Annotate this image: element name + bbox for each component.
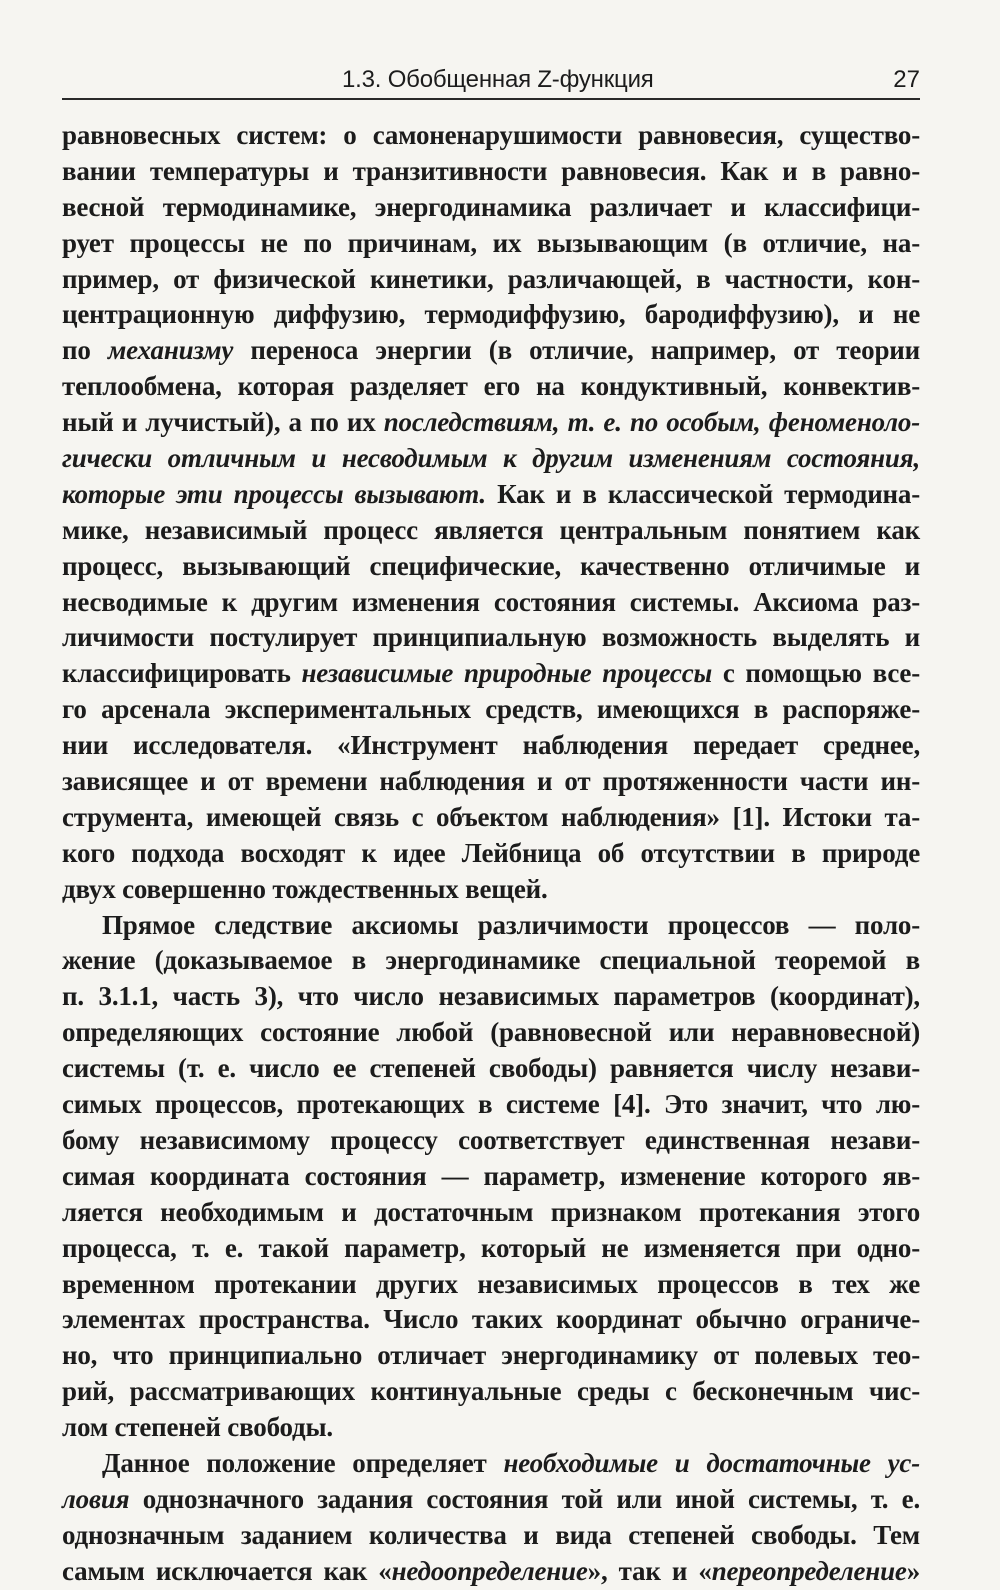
text-line xyxy=(62,1087,920,1123)
text-line xyxy=(62,477,920,513)
text-span: симых процессов, протекающих в системе [4]. Это значит, что лю- xyxy=(62,1089,920,1120)
italic-text: переопределение xyxy=(711,1555,907,1586)
text-line xyxy=(62,405,920,441)
section-title: 1.3. Обобщенная Z-функция xyxy=(342,66,654,93)
text-span: однозначным заданием количества и вида степеней свободы. Тем xyxy=(62,1519,920,1550)
italic-text: механизму xyxy=(107,335,234,366)
text-span: равновесных систем: о самоненарушимости равновесия, существо- xyxy=(62,120,920,150)
text-span: Как и в классической термодина- xyxy=(485,478,921,509)
text-line xyxy=(62,262,920,298)
text-span: рий, рассматривающих континуальные среды с бесконечным чис- xyxy=(62,1376,920,1407)
text-line xyxy=(62,549,920,585)
text-line xyxy=(62,1482,920,1518)
text-span: Данное положение определяет xyxy=(102,1447,504,1478)
text-line xyxy=(62,297,920,333)
text-line xyxy=(62,369,920,405)
text-span: весной термодинамике, энергодинамика различает и классифици- xyxy=(62,191,920,222)
text-line xyxy=(62,1267,920,1303)
italic-text: необходимые и достаточные ус- xyxy=(503,1447,920,1478)
text-line xyxy=(62,1195,920,1231)
italic-text: недоопределение xyxy=(391,1555,588,1586)
text-span: двух совершенно тождественных вещей. xyxy=(62,873,548,904)
text-span: бому независимому процессу соответствует единственная незави- xyxy=(62,1124,920,1155)
text-span: пример, от физической кинетики, различающей, в частности, кон- xyxy=(62,263,920,294)
text-span: определяющих состояние любой (равновесной или неравновесной) xyxy=(62,1017,920,1048)
text-span: с помощью все- xyxy=(712,658,921,689)
text-span: п. 3.1.1, часть 3), что число независимых параметров (координат), xyxy=(62,981,920,1012)
text-line xyxy=(62,190,920,226)
text-span: симая координата состояния — параметр, изменение которого яв- xyxy=(62,1160,920,1191)
text-line xyxy=(62,979,920,1015)
italic-text: последствиям, т. е. по особым, феноменоло- xyxy=(383,407,920,438)
text-span: теплообмена, которая разделяет его на кондуктивный, конвектив- xyxy=(62,371,920,402)
text-line xyxy=(62,620,920,656)
text-line xyxy=(62,1015,920,1051)
text-line xyxy=(62,1446,920,1482)
text-span: классифицировать xyxy=(62,658,302,689)
text-line xyxy=(62,118,920,154)
text-span: самым исключается как « xyxy=(62,1555,392,1586)
paragraph xyxy=(62,118,920,908)
page-number: 27 xyxy=(893,66,920,93)
text-line xyxy=(62,1338,920,1374)
text-span: однозначного задания состояния той или иной системы, т. е. xyxy=(129,1483,920,1514)
text-span: но, что принципиально отличает энергодинамику от полевых тео- xyxy=(62,1340,920,1371)
text-line xyxy=(62,1051,920,1087)
text-line xyxy=(62,943,920,979)
italic-text: гически отличным и несводимым к другим изменениям состояния, xyxy=(62,443,920,474)
text-line xyxy=(62,585,920,621)
text-span: вании температуры и транзитивности равновесия. Как и в равно- xyxy=(62,155,920,186)
text-line xyxy=(62,1374,920,1410)
text-line xyxy=(62,764,920,800)
text-line xyxy=(62,226,920,262)
text-span: временном протекании других независимых процессов в тех же xyxy=(62,1268,920,1299)
text-line xyxy=(62,333,920,369)
text-line xyxy=(62,1554,920,1590)
text-line xyxy=(62,154,920,190)
text-line xyxy=(62,1231,920,1267)
text-span: кого подхода восходят к идее Лейбница об отсутствии в природе xyxy=(62,837,920,868)
text-line xyxy=(62,872,920,908)
text-span: системы (т. е. число ее степеней свободы) равняется числу незави- xyxy=(62,1053,920,1084)
text-line xyxy=(62,1518,920,1554)
text-line xyxy=(62,1123,920,1159)
text-span: процесса, т. е. такой параметр, который не изменяется при одно- xyxy=(62,1232,920,1263)
text-span: элементах пространства. Число таких координат обычно ограниче- xyxy=(62,1304,920,1335)
text-line xyxy=(62,692,920,728)
text-span: зависящее и от времени наблюдения и от протяженности части ин- xyxy=(62,766,920,797)
text-span: несводимые к другим изменения состояния системы. Аксиома раз- xyxy=(62,586,920,617)
text-span: нии исследователя. «Инструмент наблюдения передает среднее, xyxy=(62,730,920,761)
text-span: ный и лучистый), а по их xyxy=(62,407,384,438)
text-span: по xyxy=(62,335,108,366)
paragraph xyxy=(62,908,920,1446)
text-line xyxy=(62,441,920,477)
italic-text: которые эти процессы вызывают. xyxy=(62,478,486,509)
text-span: лом степеней свободы. xyxy=(62,1412,333,1443)
text-line xyxy=(62,1410,920,1446)
running-header xyxy=(62,58,920,100)
text-span: мике, независимый процесс является центральным понятием как xyxy=(62,514,920,545)
italic-text: независимые природные процессы xyxy=(301,658,713,689)
text-span: го арсенала экспериментальных средств, имеющихся в распоряже- xyxy=(62,694,920,725)
text-span: ляется необходимым и достаточным признаком протекания этого xyxy=(62,1196,920,1227)
text-line xyxy=(62,728,920,764)
text-line xyxy=(62,908,920,944)
text-span: центрационную диффузию, термодиффузию, бародиффузию), и не xyxy=(62,299,920,330)
text-line xyxy=(62,656,920,692)
text-line xyxy=(62,1159,920,1195)
text-span: личимости постулирует принципиальную возможность выделять и xyxy=(62,622,920,653)
body-text xyxy=(62,118,920,1590)
text-span: жение (доказываемое в энергодинамике специальной теоремой в xyxy=(62,945,920,976)
text-span: процесс, вызывающий специфические, качественно отличимые и xyxy=(62,550,920,581)
text-line xyxy=(62,1302,920,1338)
italic-text: ловия xyxy=(62,1483,130,1514)
text-line xyxy=(62,800,920,836)
text-span: переноса энергии (в отличие, например, от теории xyxy=(233,335,920,366)
paragraph xyxy=(62,1446,920,1590)
text-span: Прямое следствие аксиомы различимости процессов — поло- xyxy=(102,909,920,940)
text-span: » xyxy=(906,1555,920,1586)
text-line xyxy=(62,836,920,872)
text-span: рует процессы не по причинам, их вызывающим (в отличие, на- xyxy=(62,227,920,258)
text-line xyxy=(62,513,920,549)
text-span: струмента, имеющей связь с объектом наблюдения» [1]. Истоки та- xyxy=(62,801,920,832)
text-span: », так и « xyxy=(587,1555,712,1586)
